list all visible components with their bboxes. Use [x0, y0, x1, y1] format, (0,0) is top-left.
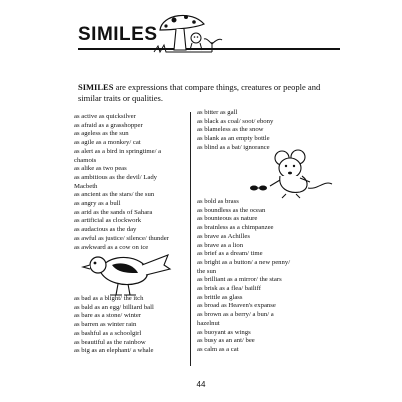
simile-line: as big as an elephant/ a whale — [74, 347, 154, 355]
page-title: SIMILES — [78, 24, 158, 45]
intro-paragraph — [78, 82, 342, 104]
page-number: 44 — [196, 380, 206, 389]
simile-list-left-bottom — [74, 295, 154, 356]
simile-line: as brisk as a flea/ bailiff — [197, 285, 261, 293]
simile-line: as beautiful as the rainbow — [74, 338, 146, 346]
simile-line: as bitter as gall — [197, 109, 238, 116]
simile-line: as busy as an ant/ bee — [197, 337, 255, 345]
simile-line: as black as coal/ soot/ ebony — [197, 117, 274, 125]
simile-line: as agile as a monkey/ cat — [74, 139, 141, 147]
simile-line: chamois — [74, 156, 97, 164]
simile-line: as awkward as a cow on ice — [74, 243, 149, 251]
simile-line: as brainless as a chimpanzee — [197, 224, 274, 232]
column-divider — [190, 112, 191, 366]
simile-line: as brave as a lion — [197, 241, 244, 249]
simile-line: as barren as winter rain — [74, 321, 137, 329]
bird-icon — [80, 243, 176, 299]
simile-line: as brilliant as a mirror/ the stars — [197, 276, 282, 284]
simile-line: as brown as a berry/ a bun/ a — [197, 311, 274, 319]
simile-line: as audacious as the day — [74, 226, 137, 234]
simile-line: as blind as a bat/ ignorance — [197, 143, 270, 151]
simile-line: hazelnut — [197, 319, 220, 327]
simile-line: as broad as Heaven's expanse — [197, 302, 276, 310]
simile-line: as alike as two peas — [74, 165, 127, 173]
intro-body: are expressions that compare things, creatures or people and similar traits or qualities. — [78, 82, 321, 103]
simile-line: as bad as a blight/ the itch — [74, 295, 144, 302]
simile-line: as brave as Achilles — [197, 232, 250, 240]
simile-line: as ageless as the sun — [74, 130, 129, 138]
simile-list-right-top — [197, 109, 273, 153]
simile-line: as ambitious as the devil/ Lady — [74, 173, 158, 181]
simile-line: as blank as an empty bottle — [197, 135, 270, 143]
simile-line: as angry as a bull — [74, 200, 121, 208]
simile-line: as ancient as the stars/ the sun — [74, 191, 155, 199]
simile-list-left-top — [74, 113, 169, 252]
simile-line: as blameless as the snow — [197, 126, 264, 134]
simile-line: as active as quicksilver — [74, 113, 136, 120]
simile-line: as awful as justice/ silence/ thunder — [74, 234, 169, 242]
simile-line: the sun — [197, 267, 217, 275]
simile-line: as bright as a button/ a new penny/ — [197, 258, 291, 266]
simile-line: as afraid as a grasshopper — [74, 121, 143, 129]
simile-line: as alert as a bird in springtime/ a — [74, 147, 162, 155]
simile-line: as artificial as clockwork — [74, 217, 142, 225]
simile-line: as calm as a cat — [197, 345, 239, 353]
mushroom-creatures-icon — [152, 8, 226, 54]
simile-line: as bashful as a schoolgirl — [74, 329, 142, 337]
simile-list-right-bottom — [197, 198, 290, 355]
simile-line: as arid as the sands of Sahara — [74, 208, 153, 216]
simile-line: as bald as an egg/ billiard ball — [74, 303, 154, 311]
simile-line: as brief as a dream/ time — [197, 250, 263, 258]
simile-line: as brittle as glass — [197, 293, 243, 301]
intro-lead-term: SIMILES — [78, 82, 114, 92]
simile-line: as bounteous as nature — [197, 215, 258, 223]
simile-line: as boundless as the ocean — [197, 206, 266, 214]
mouse-icon — [248, 148, 334, 200]
simile-line: as bare as a stone/ winter — [74, 312, 142, 320]
simile-line: as bold as brass — [197, 198, 239, 205]
simile-line: as buoyant as wings — [197, 328, 251, 336]
simile-line: Macbeth — [74, 182, 98, 190]
